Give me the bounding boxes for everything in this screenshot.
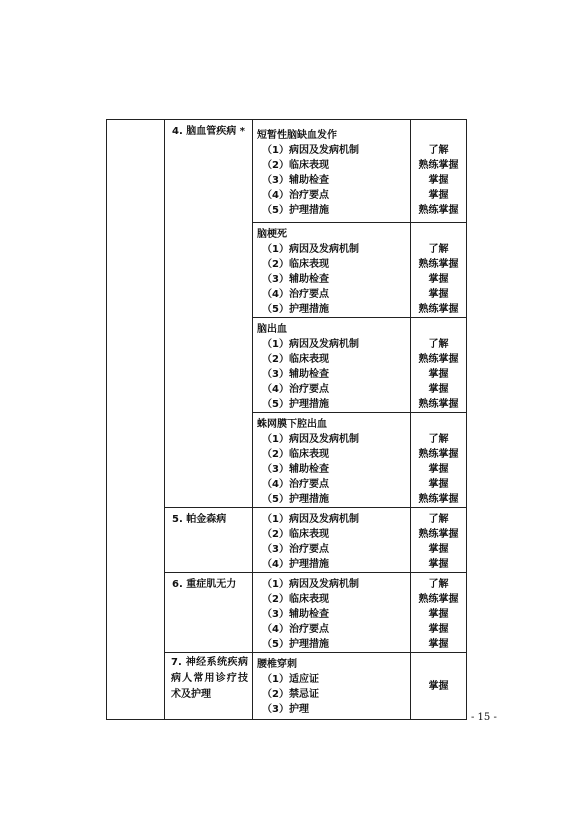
list-item: （4）治疗要点 (262, 190, 329, 201)
topic-label: 4. 脑血管疾病 * (172, 126, 245, 137)
level-label: 掌握 (428, 479, 449, 490)
topic-cell (165, 508, 253, 573)
list-item: （5）护理措施 (262, 639, 329, 650)
level-label: 熟练掌握 (418, 449, 459, 460)
list-item: （5）护理措施 (262, 304, 329, 315)
level-label: 熟练掌握 (418, 529, 459, 540)
level-cell (411, 413, 467, 508)
list-item: （1）病因及发病机制 (262, 434, 359, 445)
level-cell (411, 120, 467, 223)
level-label: 熟练掌握 (418, 354, 459, 365)
list-item: （5）护理措施 (262, 494, 329, 505)
level-label: 掌握 (428, 289, 449, 300)
level-label: 掌握 (428, 384, 449, 395)
level-label: 掌握 (428, 624, 449, 635)
level-cell (411, 318, 467, 413)
content-cell (253, 653, 411, 720)
list-item: （1）病因及发病机制 (262, 514, 359, 525)
level-label: 掌握 (428, 190, 449, 201)
list-item: （4）治疗要点 (262, 624, 329, 635)
subsection-title: 短暂性脑缺血发作 (257, 130, 337, 141)
list-item: （3）护理 (262, 704, 309, 715)
list-item: （1）病因及发病机制 (262, 145, 359, 156)
level-label: 熟练掌握 (418, 160, 459, 171)
level-label: 掌握 (428, 544, 449, 555)
level-label: 了解 (428, 339, 449, 350)
level-label: 掌握 (428, 274, 449, 285)
level-label: 掌握 (428, 639, 449, 650)
list-item: （4）治疗要点 (262, 479, 329, 490)
topic-label: 6. 重症肌无力 (172, 579, 237, 590)
level-label: 熟练掌握 (418, 494, 459, 505)
level-label: 了解 (428, 579, 449, 590)
level-label: 了解 (428, 145, 449, 156)
level-label: 了解 (428, 514, 449, 525)
level-label: 熟练掌握 (418, 304, 459, 315)
subsection-title: 腰椎穿刺 (257, 659, 297, 670)
topic-label: 5. 帕金森病 (172, 514, 227, 525)
list-item: （2）临床表现 (262, 160, 329, 171)
list-item: （3）辅助检查 (262, 464, 329, 475)
list-item: （2）临床表现 (262, 259, 329, 270)
level-label: 了解 (428, 244, 449, 255)
list-item: （4）治疗要点 (262, 384, 329, 395)
list-item: （3）治疗要点 (262, 544, 329, 555)
level-label: 掌握 (428, 559, 449, 570)
list-item: （3）辅助检查 (262, 274, 329, 285)
content-cell (253, 573, 411, 653)
level-cell (411, 573, 467, 653)
list-item: （1）适应证 (262, 674, 319, 685)
topic-cell (165, 653, 253, 720)
level-label: 了解 (428, 434, 449, 445)
content-cell (253, 508, 411, 573)
topic-cell (165, 120, 253, 508)
list-item: （3）辅助检查 (262, 175, 329, 186)
level-label: 熟练掌握 (418, 399, 459, 410)
syllabus-table (106, 119, 467, 720)
content-cell (253, 318, 411, 413)
page-number: - 15 - (471, 712, 497, 723)
list-item: （2）临床表现 (262, 354, 329, 365)
level-label: 熟练掌握 (418, 594, 459, 605)
table-row (107, 120, 467, 223)
level-cell (411, 508, 467, 573)
subsection-title: 脑梗死 (257, 229, 287, 240)
content-cell (253, 223, 411, 318)
topic-cell (165, 573, 253, 653)
content-cell (253, 413, 411, 508)
level-label: 掌握 (428, 464, 449, 475)
level-label: 熟练掌握 (418, 205, 459, 216)
list-item: （4）治疗要点 (262, 289, 329, 300)
left-margin-cell (107, 120, 165, 720)
list-item: （3）辅助检查 (262, 369, 329, 380)
level-label: 熟练掌握 (418, 259, 459, 270)
level-label: 掌握 (428, 609, 449, 620)
list-item: （4）护理措施 (262, 559, 329, 570)
level-label: 掌握 (428, 369, 449, 380)
list-item: （2）禁忌证 (262, 689, 319, 700)
list-item: （2）临床表现 (262, 529, 329, 540)
list-item: （2）临床表现 (262, 594, 329, 605)
list-item: （3）辅助检查 (262, 609, 329, 620)
level-cell (411, 653, 467, 720)
list-item: （5）护理措施 (262, 399, 329, 410)
content-cell (253, 120, 411, 223)
topic-label: 7. 神经系统疾病病人常用诊疗技术及护理 (171, 657, 248, 700)
list-item: （5）护理措施 (262, 205, 329, 216)
list-item: （1）病因及发病机制 (262, 244, 359, 255)
level-label: 掌握 (428, 680, 449, 692)
list-item: （1）病因及发病机制 (262, 339, 359, 350)
subsection-title: 蛛网膜下腔出血 (257, 419, 327, 430)
level-cell (411, 223, 467, 318)
list-item: （1）病因及发病机制 (262, 579, 359, 590)
level-label: 掌握 (428, 175, 449, 186)
list-item: （2）临床表现 (262, 449, 329, 460)
subsection-title: 脑出血 (257, 324, 287, 335)
